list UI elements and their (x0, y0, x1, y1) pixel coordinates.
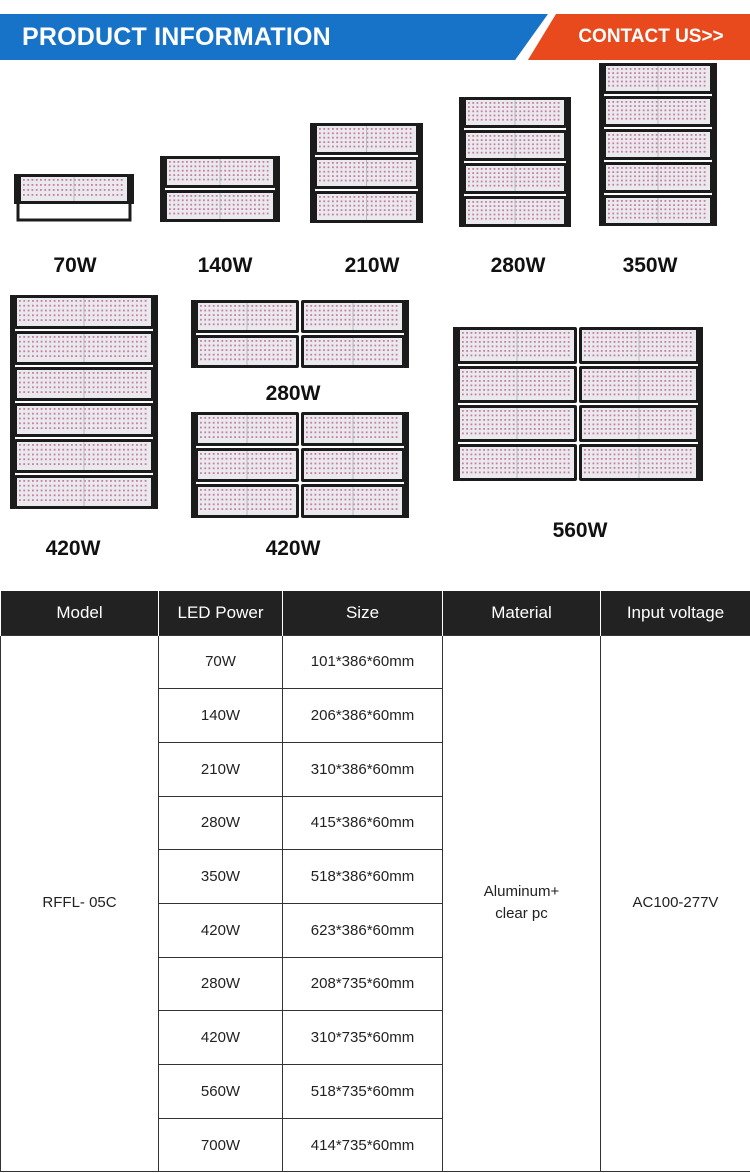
material-cell (443, 635, 601, 1172)
floodlight-280w-image (457, 97, 573, 235)
size-cell: 208*735*60mm (283, 957, 443, 1011)
product-label: 70W (53, 254, 97, 277)
floodlight-drawing (451, 327, 705, 489)
floodlight-drawing (8, 295, 160, 517)
floodlight-drawing (457, 97, 573, 235)
floodlight-drawing (12, 174, 136, 226)
material-line: clear pc (495, 905, 548, 923)
floodlight-210w-image (308, 123, 425, 231)
product-label: 280W (265, 382, 321, 405)
power-cell: 210W (159, 742, 283, 796)
floodlight-drawing (597, 63, 719, 234)
product-label: 210W (344, 254, 400, 277)
table-row (1, 635, 750, 689)
column-header: LED Power (159, 591, 283, 635)
size-cell: 310*735*60mm (283, 1011, 443, 1065)
floodlight-drawing (189, 412, 411, 526)
floodlight-350w-image (597, 63, 719, 234)
power-cell: 280W (159, 957, 283, 1011)
model-cell: RFFL- 05C (1, 635, 159, 1172)
power-cell: 700W (159, 1118, 283, 1172)
product-label: 560W (552, 519, 608, 542)
material-line: Aluminum+ (483, 883, 560, 901)
size-cell: 415*386*60mm (283, 796, 443, 850)
floodlight-70w-image (12, 174, 136, 226)
column-header: Input voltage (601, 591, 750, 635)
product-gallery (0, 60, 750, 590)
header-banner (0, 14, 750, 60)
power-cell: 420W (159, 1011, 283, 1065)
size-cell: 518*386*60mm (283, 850, 443, 904)
floodlight-560w-image (451, 327, 705, 489)
size-cell: 101*386*60mm (283, 635, 443, 689)
size-cell: 206*386*60mm (283, 689, 443, 743)
power-cell: 560W (159, 1065, 283, 1119)
column-header: Material (443, 591, 601, 635)
floodlight-drawing (189, 300, 411, 376)
power-cell: 420W (159, 903, 283, 957)
floodlight-420w-wide-image (189, 412, 411, 526)
product-label: 350W (622, 254, 678, 277)
size-cell: 518*735*60mm (283, 1065, 443, 1119)
size-cell: 310*386*60mm (283, 742, 443, 796)
size-cell: 414*735*60mm (283, 1118, 443, 1172)
product-label: 420W (45, 537, 101, 560)
column-header: Model (1, 591, 159, 635)
product-label: 140W (197, 254, 253, 277)
power-cell: 350W (159, 850, 283, 904)
page-title: PRODUCT INFORMATION (22, 23, 331, 51)
floodlight-drawing (158, 156, 282, 230)
floodlight-140w-image (158, 156, 282, 230)
floodlight-420w-tall-image (8, 295, 160, 517)
contact-us-button[interactable]: CONTACT US>> (578, 26, 724, 47)
floodlight-280w-wide-image (189, 300, 411, 376)
voltage-cell: AC100-277V (601, 635, 750, 1172)
product-label: 420W (265, 537, 321, 560)
table-header-row (1, 591, 750, 635)
floodlight-drawing (308, 123, 425, 231)
power-cell: 70W (159, 635, 283, 689)
size-cell: 623*386*60mm (283, 903, 443, 957)
spec-table (0, 591, 750, 1166)
product-label: 280W (490, 254, 546, 277)
power-cell: 280W (159, 796, 283, 850)
power-cell: 140W (159, 689, 283, 743)
column-header: Size (283, 591, 443, 635)
